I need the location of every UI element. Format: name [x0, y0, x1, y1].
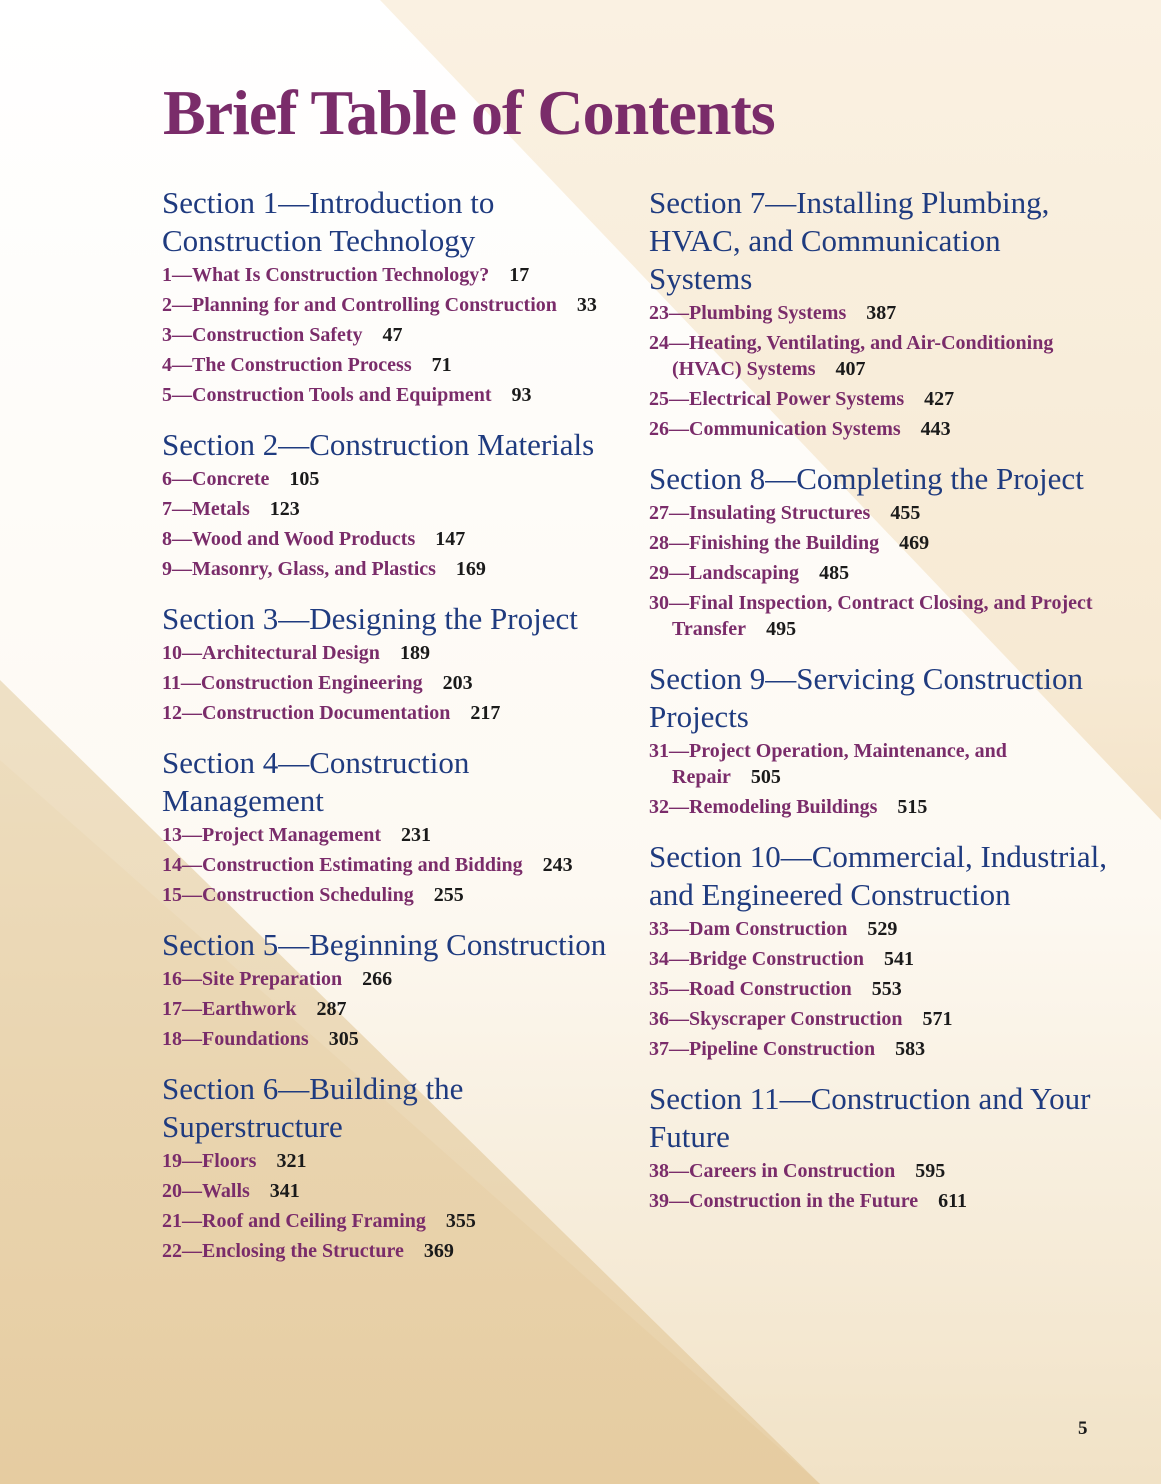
chapter-page-number: 355 — [445, 1210, 476, 1232]
toc-entry — [162, 1178, 617, 1204]
chapter-title: 10—Architectural Design — [162, 642, 380, 664]
chapter-page-number: 469 — [899, 532, 930, 554]
chapter-page-number: 266 — [362, 968, 393, 990]
chapter-title: 30—Final Inspection, Contract Closing, and Project Transfer — [649, 592, 1093, 640]
chapter-page-number: 571 — [922, 1008, 953, 1030]
section-heading: Section 10—Commercial, Industrial, and Engineered Construction — [649, 839, 1108, 912]
toc-entry — [649, 386, 1109, 412]
chapter-page-number: 147 — [435, 528, 466, 550]
section-heading: Section 1—Introduction to Construction Technology — [162, 185, 495, 258]
chapter-title: 27—Insulating Structures — [649, 502, 871, 524]
toc-entry — [162, 382, 617, 408]
toc-section — [162, 926, 617, 1052]
toc-entry — [649, 560, 1109, 586]
chapter-page-number: 47 — [382, 324, 403, 346]
chapter-page-number: 341 — [269, 1180, 300, 1202]
chapter-title: 13—Project Management — [162, 824, 382, 846]
chapter-page-number: 505 — [750, 766, 781, 788]
chapter-page-number: 369 — [423, 1240, 454, 1262]
chapter-title: 34—Bridge Construction — [649, 948, 864, 970]
chapter-page-number: 305 — [328, 1028, 359, 1050]
section-heading: Section 5—Beginning Construction — [162, 927, 607, 962]
toc-entry — [162, 1026, 617, 1052]
toc-entry — [162, 1148, 617, 1174]
chapter-page-number: 321 — [276, 1150, 307, 1172]
toc-section — [162, 600, 617, 726]
toc-entry — [649, 1036, 1109, 1062]
chapter-title: 19—Floors — [162, 1150, 257, 1172]
toc-entry — [162, 1238, 617, 1264]
chapter-page-number: 123 — [269, 498, 300, 520]
chapter-page-number: 495 — [766, 618, 797, 640]
chapter-page-number: 189 — [399, 642, 430, 664]
toc-entry — [162, 526, 617, 552]
toc-entry — [162, 292, 617, 318]
toc-entry — [162, 496, 617, 522]
toc-section — [649, 460, 1109, 642]
section-heading: Section 3—Designing the Project — [162, 601, 578, 636]
toc-entry — [649, 590, 1109, 642]
chapter-title: 24—Heating, Ventilating, and Air-Conditioning (HVAC) Systems — [649, 332, 1054, 380]
chapter-title: 25—Electrical Power Systems — [649, 388, 905, 410]
chapter-page-number: 529 — [867, 918, 898, 940]
chapter-title: 3—Construction Safety — [162, 324, 363, 346]
toc-entry — [162, 1208, 617, 1234]
toc-entry — [162, 322, 617, 348]
toc-entry — [162, 262, 617, 288]
section-heading: Section 2—Construction Materials — [162, 427, 595, 462]
chapter-title: 4—The Construction Process — [162, 354, 412, 376]
chapter-page-number: 455 — [890, 502, 921, 524]
section-heading: Section 9—Servicing Construction Projects — [649, 661, 1083, 734]
toc-section — [162, 744, 617, 908]
chapter-title: 16—Site Preparation — [162, 968, 343, 990]
toc-section — [649, 1080, 1109, 1214]
chapter-page-number: 203 — [442, 672, 473, 694]
chapter-page-number: 611 — [938, 1190, 967, 1212]
chapter-title: 33—Dam Construction — [649, 918, 848, 940]
toc-entry — [649, 738, 1109, 790]
chapter-page-number: 443 — [920, 418, 951, 440]
chapter-title: 6—Concrete — [162, 468, 270, 490]
toc-entry — [649, 794, 1109, 820]
toc-section — [649, 660, 1109, 820]
toc-entry — [649, 916, 1109, 942]
toc-entry — [649, 330, 1109, 382]
chapter-page-number: 541 — [884, 948, 914, 970]
chapter-title: 5—Construction Tools and Equipment — [162, 384, 492, 406]
section-heading: Section 11—Construction and Your Future — [649, 1081, 1091, 1154]
chapter-page-number: 33 — [576, 294, 597, 316]
toc-entry — [649, 1158, 1109, 1184]
toc-entry — [162, 996, 617, 1022]
chapter-page-number: 17 — [509, 264, 530, 286]
toc-entry — [649, 976, 1109, 1002]
toc-section — [649, 838, 1109, 1062]
chapter-page-number: 583 — [895, 1038, 926, 1060]
chapter-page-number: 93 — [511, 384, 532, 406]
toc-entry — [649, 946, 1109, 972]
chapter-page-number: 387 — [866, 302, 897, 324]
chapter-title: 11—Construction Engineering — [162, 672, 423, 694]
toc-entry — [162, 966, 617, 992]
chapter-title: 14—Construction Estimating and Bidding — [162, 854, 523, 876]
chapter-page-number: 169 — [455, 558, 486, 580]
toc-entry — [162, 352, 617, 378]
chapter-title: 7—Metals — [162, 498, 250, 520]
chapter-title: 37—Pipeline Construction — [649, 1038, 876, 1060]
chapter-title: 32—Remodeling Buildings — [649, 796, 878, 818]
toc-entry — [162, 852, 617, 878]
chapter-title: 15—Construction Scheduling — [162, 884, 414, 906]
toc-entry — [162, 822, 617, 848]
chapter-page-number: 231 — [401, 824, 432, 846]
chapter-title: 2—Planning for and Controlling Construction — [162, 294, 557, 316]
chapter-title: 20—Walls — [162, 1180, 250, 1202]
toc-entry — [162, 466, 617, 492]
toc-entry — [649, 500, 1109, 526]
toc-entry — [649, 1006, 1109, 1032]
chapter-title: 17—Earthwork — [162, 998, 297, 1020]
chapter-title: 31—Project Operation, Maintenance, and Repair — [649, 740, 1007, 788]
chapter-page-number: 553 — [871, 978, 902, 1000]
chapter-title: 21—Roof and Ceiling Framing — [162, 1210, 426, 1232]
chapter-page-number: 105 — [289, 468, 320, 490]
toc-entry — [649, 416, 1109, 442]
chapter-title: 36—Skyscraper Construction — [649, 1008, 903, 1030]
chapter-title: 29—Landscaping — [649, 562, 800, 584]
chapter-page-number: 243 — [542, 854, 573, 876]
page-number: 5 — [1078, 1418, 1088, 1439]
toc-entry — [649, 1188, 1109, 1214]
chapter-page-number: 407 — [835, 358, 866, 380]
section-heading: Section 4—Construction Management — [162, 745, 470, 818]
section-heading: Section 7—Installing Plumbing, HVAC, and Communication Systems — [649, 185, 1050, 296]
chapter-title: 35—Road Construction — [649, 978, 852, 1000]
chapter-title: 38—Careers in Construction — [649, 1160, 896, 1182]
toc-entry — [162, 882, 617, 908]
toc-right-column — [649, 184, 1109, 1232]
chapter-title: 12—Construction Documentation — [162, 702, 451, 724]
chapter-title: 8—Wood and Wood Products — [162, 528, 416, 550]
toc-section — [162, 426, 617, 582]
toc-section — [649, 184, 1109, 442]
page-title: Brief Table of Contents — [163, 77, 775, 148]
toc-section — [162, 184, 617, 408]
chapter-title: 26—Communication Systems — [649, 418, 901, 440]
chapter-title: 23—Plumbing Systems — [649, 302, 847, 324]
toc-entry — [162, 640, 617, 666]
chapter-title: 39—Construction in the Future — [649, 1190, 919, 1212]
toc-entry — [649, 530, 1109, 556]
chapter-page-number: 515 — [897, 796, 928, 818]
chapter-page-number: 427 — [924, 388, 955, 410]
section-heading: Section 8—Completing the Project — [649, 461, 1084, 496]
toc-entry — [649, 300, 1109, 326]
toc-entry — [162, 556, 617, 582]
chapter-page-number: 287 — [316, 998, 347, 1020]
chapter-page-number: 595 — [915, 1160, 946, 1182]
chapter-page-number: 71 — [431, 354, 452, 376]
toc-entry — [162, 670, 617, 696]
chapter-title: 1—What Is Construction Technology? — [162, 264, 490, 286]
chapter-title: 28—Finishing the Building — [649, 532, 880, 554]
chapter-page-number: 217 — [470, 702, 501, 724]
chapter-page-number: 485 — [819, 562, 850, 584]
toc-section — [162, 1070, 617, 1264]
toc-left-column — [162, 184, 617, 1282]
chapter-title: 22—Enclosing the Structure — [162, 1240, 404, 1262]
chapter-page-number: 255 — [433, 884, 464, 906]
toc-entry — [162, 700, 617, 726]
chapter-title: 9—Masonry, Glass, and Plastics — [162, 558, 436, 580]
chapter-title: 18—Foundations — [162, 1028, 309, 1050]
section-heading: Section 6—Building the Superstructure — [162, 1071, 464, 1144]
